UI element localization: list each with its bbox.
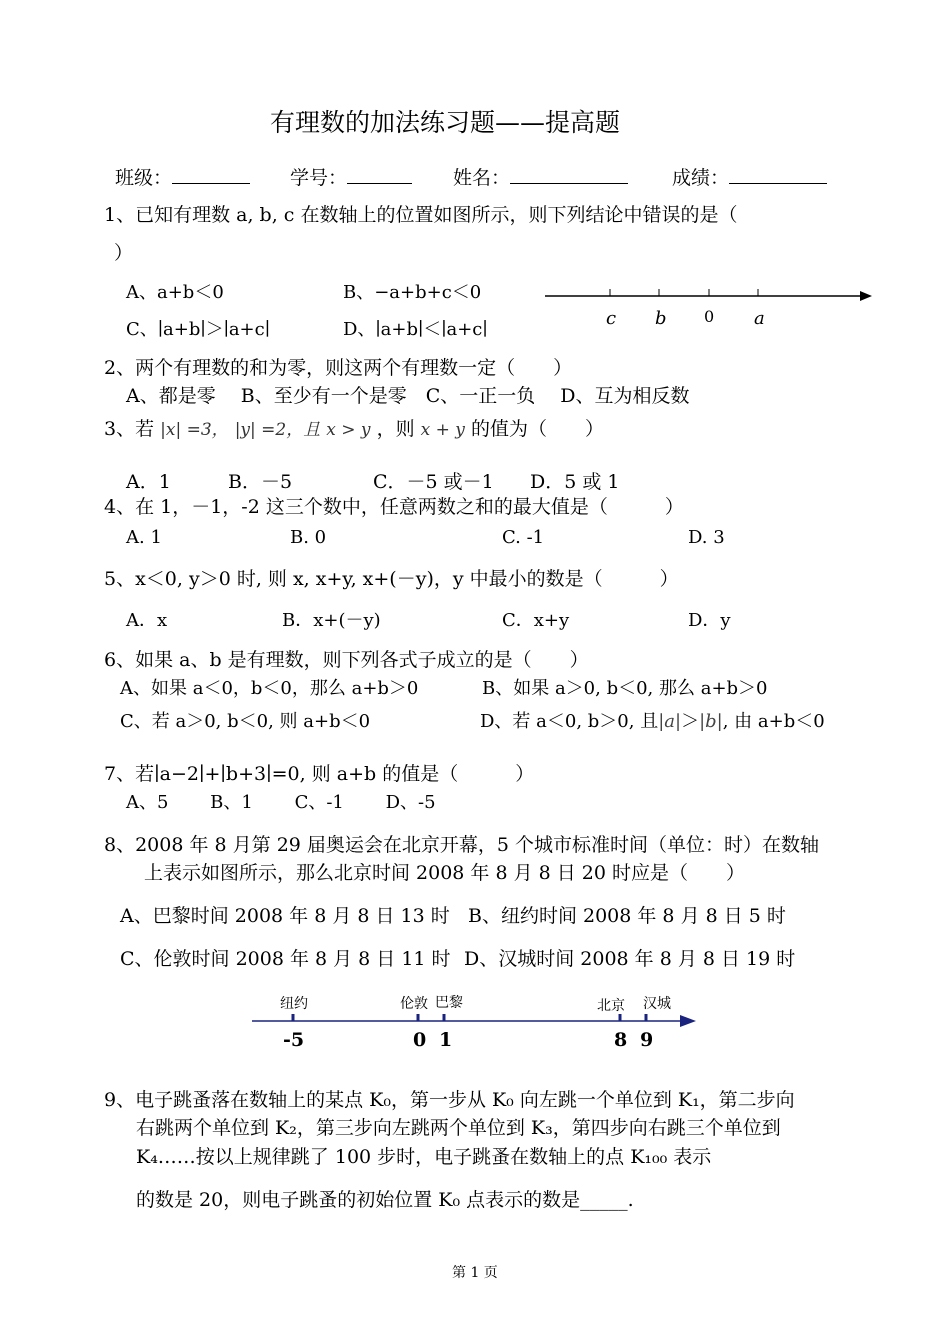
q2-stem: 2、两个有理数的和为零，则这两个有理数一定（ ）	[104, 357, 573, 379]
q4-option-a[interactable]: A. 1	[126, 527, 162, 548]
q8-stem-line1: 8、2008 年 8 月第 29 届奥运会在北京开幕，5 个城市标准时间（单位：时）在数轴	[104, 834, 820, 856]
student-number-blank[interactable]	[347, 165, 412, 184]
q6-option-d[interactable]	[480, 707, 825, 733]
q4-stem: 4、在 1，－1，-2 这三个数中，任意两数之和的最大值是（ ）	[104, 496, 684, 518]
q1-axis-arrow-icon	[860, 291, 872, 301]
q1-option-d[interactable]: D、∣a+b∣＜∣a+c∣	[343, 319, 488, 340]
q8-value-seoul: 9	[640, 1029, 654, 1051]
q8-value-paris: 1	[439, 1029, 453, 1051]
score-label: 成绩：	[672, 167, 730, 189]
q1-stem-cont: ）	[114, 242, 134, 264]
score-blank[interactable]	[729, 165, 827, 184]
q1-label-b: b	[655, 308, 667, 329]
q8-city-seoul: 汉城	[643, 996, 671, 1012]
q6-option-d-gt: ＞	[681, 711, 700, 732]
q8-city-paris: 巴黎	[435, 995, 463, 1011]
q6-stem: 6、如果 a、b 是有理数，则下列各式子成立的是（ ）	[104, 649, 589, 671]
q1-option-c[interactable]: C、∣a+b∣＞∣a+c∣	[126, 319, 270, 340]
q8-axis-arrow-icon	[680, 1015, 696, 1027]
q4-option-c[interactable]: C. -1	[502, 527, 545, 548]
q5-option-c[interactable]: C．x+y	[502, 610, 570, 631]
q8-value-newyork: -5	[283, 1029, 305, 1051]
q8-number-line	[250, 990, 710, 1052]
q8-option-b[interactable]: B、纽约时间 2008 年 8 月 8 日 5 时	[468, 905, 786, 927]
q6-option-c[interactable]: C、若 a＞0, b＜0, 则 a+b＜0	[120, 711, 371, 732]
class-field	[115, 163, 250, 190]
class-blank[interactable]	[172, 165, 250, 184]
q1-label-c: c	[606, 308, 617, 329]
name-label: 姓名：	[453, 167, 511, 189]
name-field	[453, 163, 628, 190]
q8-city-newyork: 纽约	[280, 996, 308, 1012]
score-field	[672, 163, 827, 190]
q9-line4: 的数是 20，则电子跳蚤的初始位置 K₀ 点表示的数是_____.	[136, 1189, 634, 1211]
q5-option-d[interactable]: D．y	[688, 610, 731, 631]
q9-line2: 右跳两个单位到 K₂，第三步向左跳两个单位到 K₃，第四步向右跳三个单位到	[136, 1117, 781, 1139]
q1-stem: 1、已知有理数 a, b, c 在数轴上的位置如图所示，则下列结论中错误的是（	[104, 204, 738, 226]
page-title: 有理数的加法练习题——提高题	[270, 108, 621, 137]
q8-option-a[interactable]: A、巴黎时间 2008 年 8 月 8 日 13 时	[120, 905, 450, 927]
q3-stem-prefix: 3、若	[104, 418, 155, 440]
class-label: 班级：	[115, 167, 173, 189]
q6-option-d-prefix: D、若 a＜0, b＞0, 且	[480, 711, 659, 732]
q3-option-b[interactable]: B．－5	[228, 471, 293, 493]
q6-option-b[interactable]: B、如果 a＞0, b＜0, 那么 a+b＞0	[482, 678, 768, 699]
q6-option-a[interactable]: A、如果 a＜0，b＜0，那么 a+b＞0	[120, 678, 419, 699]
name-blank[interactable]	[510, 165, 628, 184]
q8-option-d[interactable]: D、汉城时间 2008 年 8 月 8 日 19 时	[464, 948, 796, 970]
q6-option-d-suffix: , 由 a+b＜0	[722, 711, 825, 732]
q9-line1: 9、电子跳蚤落在数轴上的某点 K₀，第一步从 K₀ 向左跳一个单位到 K₁，第二步向	[104, 1089, 795, 1111]
student-number-label: 学号：	[290, 167, 348, 189]
q7-options[interactable]: A、5 B、1 C、-1 D、-5	[126, 792, 436, 813]
q4-option-d[interactable]: D. 3	[688, 527, 725, 548]
q1-label-0: 0	[704, 307, 715, 326]
q8-value-london: 0	[413, 1029, 427, 1051]
q3-option-a[interactable]: A．1	[126, 471, 171, 493]
q3-cond-sum: x + y	[420, 420, 465, 440]
q1-number-line	[540, 280, 880, 332]
q7-stem: 7、若∣a−2∣+∣b+3∣=0, 则 a+b 的值是（ ）	[104, 763, 535, 785]
q8-city-beijing: 北京	[597, 998, 625, 1014]
q8-option-c[interactable]: C、伦敦时间 2008 年 8 月 8 日 11 时	[120, 948, 451, 970]
q8-value-beijing: 8	[614, 1029, 628, 1051]
q4-option-b[interactable]: B. 0	[290, 527, 327, 548]
q9-line3: K₄……按以上规律跳了 100 步时，电子跳蚤在数轴上的点 K₁₀₀ 表示	[136, 1146, 712, 1168]
q6-option-d-abs-a: |a|	[658, 711, 682, 732]
q1-option-b[interactable]: B、−a+b+c＜0	[343, 282, 482, 303]
q3-cond-compare: x > y	[326, 420, 371, 440]
q1-label-a: a	[754, 308, 765, 329]
q3-stem-suffix: 的值为（ ）	[470, 418, 604, 440]
q5-option-a[interactable]: A．x	[126, 610, 168, 631]
q3-cond-then: ，则	[376, 418, 415, 440]
student-number-field	[290, 163, 412, 190]
q8-stem-line2: 上表示如图所示，那么北京时间 2008 年 8 月 8 日 20 时应是（ ）	[144, 862, 746, 884]
q8-city-london: 伦敦	[400, 996, 428, 1012]
q3-option-c[interactable]: C．－5 或－1	[373, 471, 494, 493]
q3-option-d[interactable]: D．5 或 1	[530, 471, 620, 493]
q5-stem: 5、x＜0, y＞0 时, 则 x, x+y, x+(－y)，y 中最小的数是（ ）	[104, 568, 679, 590]
q3-cond-y: |y| =2，且	[234, 420, 321, 440]
q5-option-b[interactable]: B．x+(－y)	[282, 610, 381, 631]
page-number: 第 1 页	[452, 1265, 498, 1281]
q1-option-a[interactable]: A、a+b＜0	[126, 282, 224, 303]
q3-stem	[104, 414, 604, 441]
q6-option-d-abs-b: |b|	[699, 711, 723, 732]
q2-options[interactable]: A、都是零 B、至少有一个是零 C、一正一负 D、互为相反数	[126, 385, 690, 407]
q3-cond-x: |x| =3，	[160, 420, 229, 440]
